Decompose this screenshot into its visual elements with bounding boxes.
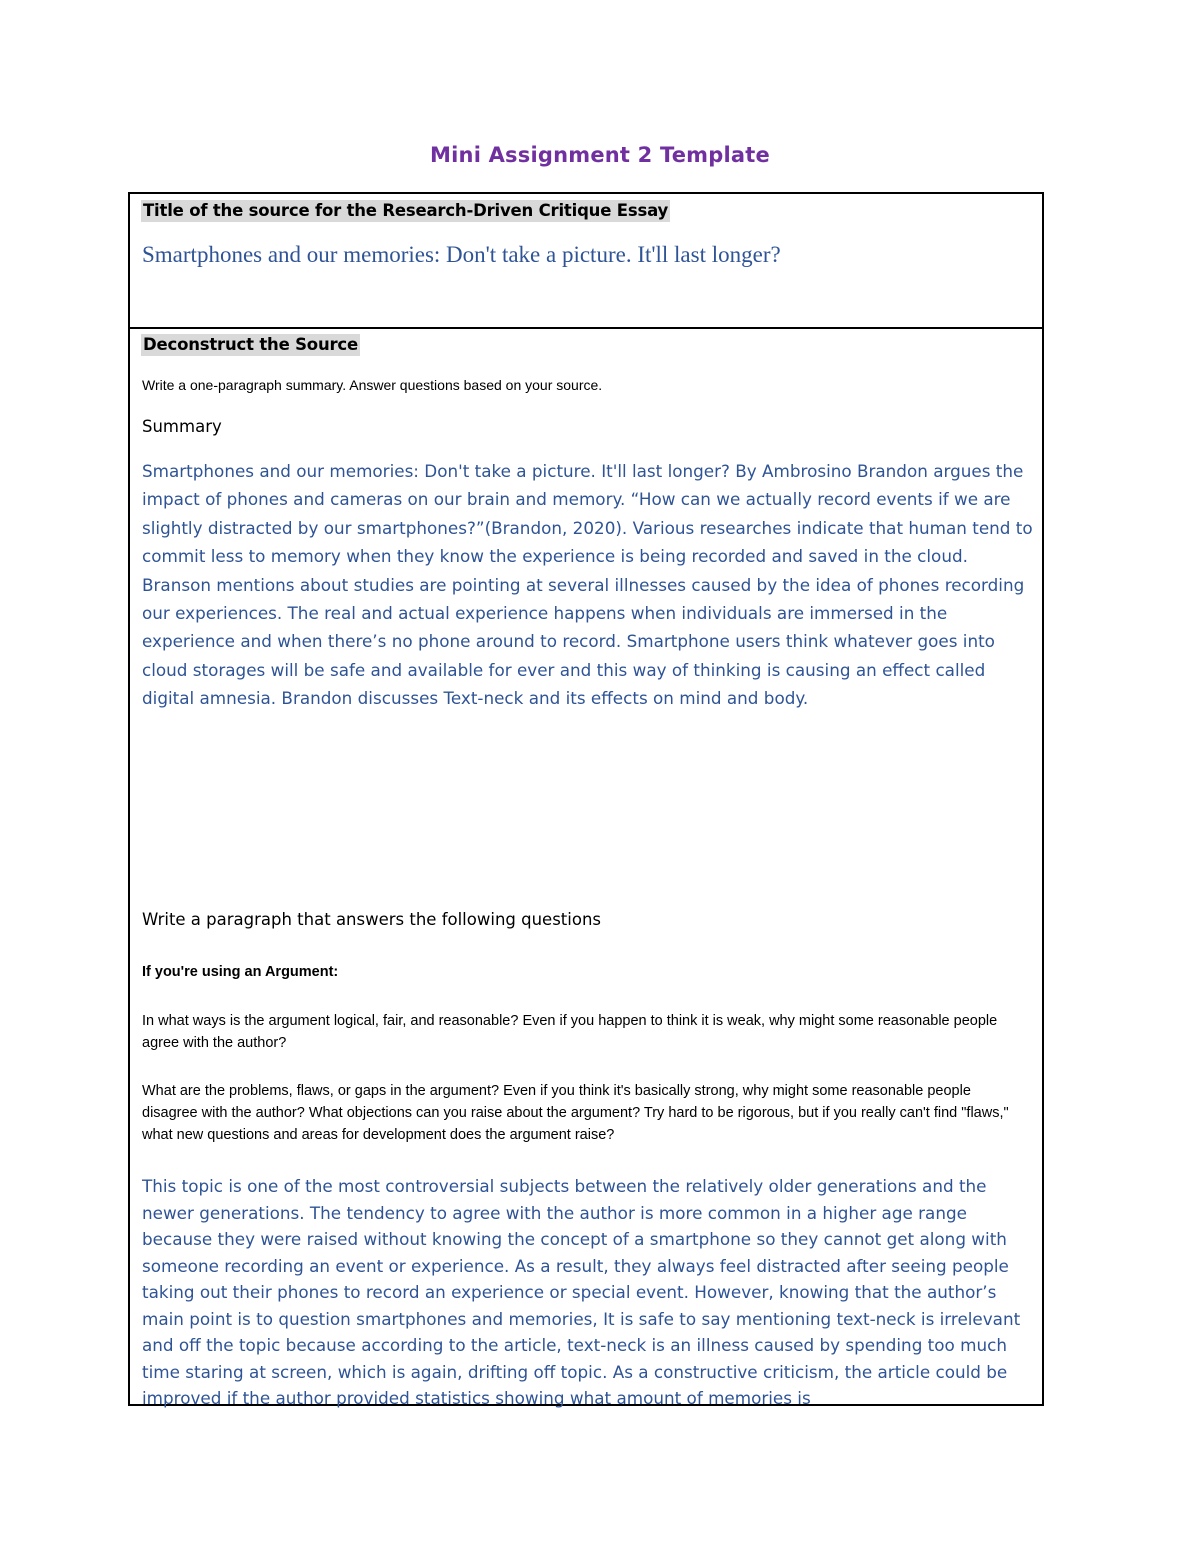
source-heading: Title of the source for the Research-Driven Critique Essay <box>143 201 669 220</box>
summary-instruction: Write a one-paragraph summary. Answer questions based on your source. <box>142 377 603 393</box>
template-box <box>128 192 1044 1406</box>
deconstruct-heading: Deconstruct the Source <box>143 335 358 354</box>
question-1: In what ways is the argument logical, fair, and reasonable? Even if you happen to think it is weak, why might some reasonable people agree with the author? <box>142 1013 998 1051</box>
questions-prompt: Write a paragraph that answers the following questions <box>142 910 602 929</box>
cell-divider <box>130 327 1042 329</box>
page-title: Mini Assignment 2 Template <box>430 143 770 167</box>
summary-paragraph: Smartphones and our memories: Don't take a picture. It'll last longer? By Ambrosino Brandon argues the impact of phones and cameras on our brain and memory. “How can we actually record events if we are slightly distracted by our smartphones?”(Brandon, 2020). Various researches indicate that human tend to commit less to memory when they know the experience is being recorded and saved in the cloud. Branson mentions about studies are pointing at several illnesses caused by the idea of phones recording our experiences. The real and actual experience happens when individuals are immersed in the experience and when there’s no phone around to record. Smartphone users think whatever goes into cloud storages will be safe and available for ever and this way of thinking is causing an effect called digital amnesia. Brandon discusses Text-neck and its effects on mind and body. <box>142 461 1033 709</box>
response-paragraph: This topic is one of the most controversial subjects between the relatively older generations and the newer generations. The tendency to agree with the author is more common in a higher age range because they were raised without knowing the concept of a smartphone so they cannot get along with someone recording an event or experience. As a result, they always feel distracted after seeing people taking out their phones to record an experience or special event. However, knowing that the author’s main point is to question smartphones and memories, It is safe to say mentioning text-neck is irrelevant and off the topic because according to the article, text-neck is an illness caused by spending too much time staring at screen, which is again, drifting off topic. As a constructive criticism, the article could be improved if the author provided statistics showing what amount of memories is <box>142 1176 1021 1408</box>
source-title: Smartphones and our memories: Don't take a picture. It'll last longer? <box>142 242 781 267</box>
summary-label: Summary <box>142 417 222 436</box>
question-2: What are the problems, flaws, or gaps in the argument? Even if you think it's basically strong, why might some reasonable people disagree with the author? What objections can you raise about the argument? Try hard to be rigorous, but if you really can't find "flaws," what new questions and areas for development does the argument raise? <box>142 1083 1009 1143</box>
argument-label: If you're using an Argument: <box>142 964 339 980</box>
